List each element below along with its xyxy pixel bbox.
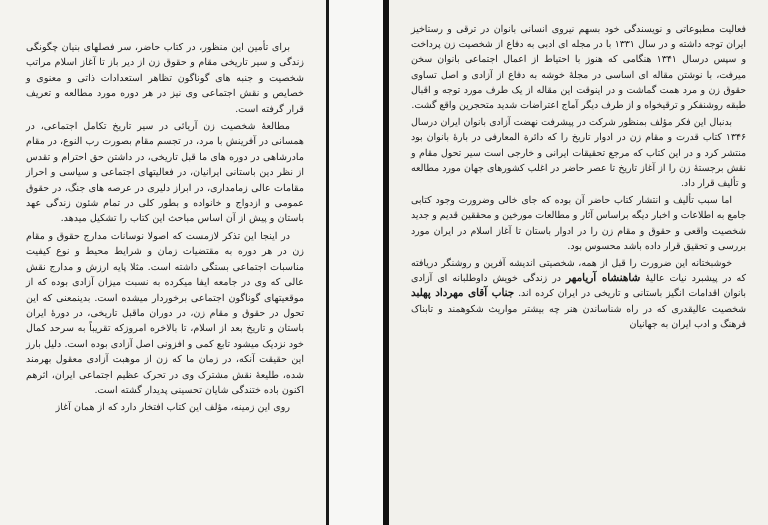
paragraph: مطالعهٔ شخصیت زن آریائی در سیر تاریخ تکامل اجتماعی، در همسانی در آفرینش با مرد، در تجسم مقام بصورت رب النوع، در مقام مادرشاهی در دوره های ما قبل تاریخی، در داشتن حق احترام و تقدس از نظر دین باستانی ایرانیان، در فعالیتهای اجتماعی و سیاسی و احراز مقامات عالی زمامداری، در ابراز دلیری در عرصه های جنگ، در حقوق عمومی و ازدواج و خانواده و بطور کلی در تمام شئون زندگی عهد باستان و پیش از آن اساس مباحث این کتاب را تشکیل میدهد. bbox=[26, 121, 304, 225]
book-gutter bbox=[326, 0, 389, 525]
paragraph: روی این زمینه، مؤلف این کتاب افتخار دارد که از همان آغاز bbox=[55, 402, 290, 414]
paragraph-text: در زندگی خویش داوطلبانه ای آزادی بانوان اقدامات انگیز باستانی و تاریخی در ایران کرده اند. bbox=[411, 273, 746, 300]
paragraph-text: خوشبختانه این ضرورت را قبل از همه، شخصیتی اندیشه آفرین و روشنگر دریافته که در پیشبرد نیات عالیهٔ bbox=[411, 258, 746, 285]
bold-name: جناب آقای مهرداد پهلبد bbox=[411, 287, 515, 300]
page-edge bbox=[326, 0, 329, 525]
left-page bbox=[0, 0, 326, 525]
paragraph: بدنبال این فکر مؤلف بمنظور شرکت در پیشرفت نهضت آزادی بانوان ایران درسال ۱۳۴۶ کتاب قدرت و مقام زن در ادوار تاریخ را که دائرة المعارفی در بارهٔ بانوان بود منتشر کرد و در این کتاب که مرجع تحقیقات ایرانی و خارجی است سیر تحول مقام و نقش برجستهٔ زن را از آغاز تاریخ تا عصر حاضر در اغلب کشورهای جهان مورد مطالعه و تألیف قرار داد. bbox=[411, 117, 746, 190]
bold-title: شاهنشاه آریامهر bbox=[566, 272, 641, 285]
paragraph: در اینجا این تذکر لازمست که اصولا نوسانات مدارج حقوق و مقام زن در هر دوره به مقتضیات زمان و شرایط محیط و نوع کیفیت مناسبات اجتماعی بستگی داشته است. مثلا پایه ارزش و مدارج نقش عالی که وی در جامعه ایفا میکرده به نسبت میزان آزادی بوده که از موقعیتهای گوناگون اجتماعی برخوردار میشده است. بدینمعنی که این تحول در حقوق و مقام زن، در دوران ماقبل تاریخی، در دورهٔ ایران باستان و تاریخ بعد از اسلام، تا بالاخره امروزکه تقریباً به سرحد کمال خود نزدیک میشود تابع کمی و افزونی اصل آزادی بوده است. دلیل بارز این حقیقت آنکه، در زمان ما که زن از موهبت آزادی معقول بهرمند شده، طلیعهٔ نقش مشترک وی در تحرک عظیم اجتماعی ایران، اثرهم اکنون باده ختندگی شایان تحسینی پدیدار گشته است. bbox=[26, 230, 304, 396]
paragraph-text: شخصیت عالیقدری که در راه شناساندن هنر چه بیشتر مواریث شکوهمند و تابناک فرهنگ و ادب ایران به جهانیان bbox=[411, 303, 746, 330]
paragraph: اما سبب تألیف و انتشار کتاب حاضر آن بوده که جای خالی وضرورت وجود کتابی جامع به اطلاعات و اخبار دیگه براساس آثار و مطالعات مورخین و محققین قدیم و جدید شخصیت واقعی و حقوق و مقام زن را در ادوار باستان تا آغاز اسلام در ایران مورد بررسی و تحقیق قرار داده باشد محسوس بود. bbox=[411, 195, 746, 252]
left-page-text bbox=[26, 40, 304, 418]
right-page-text bbox=[411, 22, 746, 334]
paragraph: فعالیت مطبوعاتی و نویسندگی خود بسهم نیروی انسانی بانوان در ترقی و رستاخیز ایران توجه داشته و در سال ۱۳۳۱ با در مجله ای ادبی به دفاع از شخصیت زن پرداخت و سپس درسال ۱۳۴۱ هنگامی که هنوز با احتیاط از اعمال اجتماعی بانوان سخن میرفت، با نوشتن مقاله ای اساسی در مجلهٔ خوشه به دفاع از آزادی و اصل تساوی حقوق زن و مرد همت گماشت و در اینوقت این مقاله از یک طرف مورد توجه و اقبال طبقه روشنفکر و ترقیخواه و از طرف دیگر آماج اعتراضات شدید متحجرین واقع گشت. bbox=[411, 24, 747, 112]
paragraph bbox=[411, 256, 746, 332]
right-page bbox=[389, 0, 768, 525]
paragraph: برای تأمین این منظور، در کتاب حاضر، سر فصلهای بنیان چگونگی زندگی و سیر تاریخی مقام و حقوق زن از دیر باز تا آغاز اسلام مراتب شخصیت و جنبه های گوناگون تظاهر استعدادات ذاتی و معنوی و خصایص و نقش اجتماعی وی نیز در هر دوره مورد مطالعه و تعریف قرار گرفته است. bbox=[26, 42, 304, 115]
